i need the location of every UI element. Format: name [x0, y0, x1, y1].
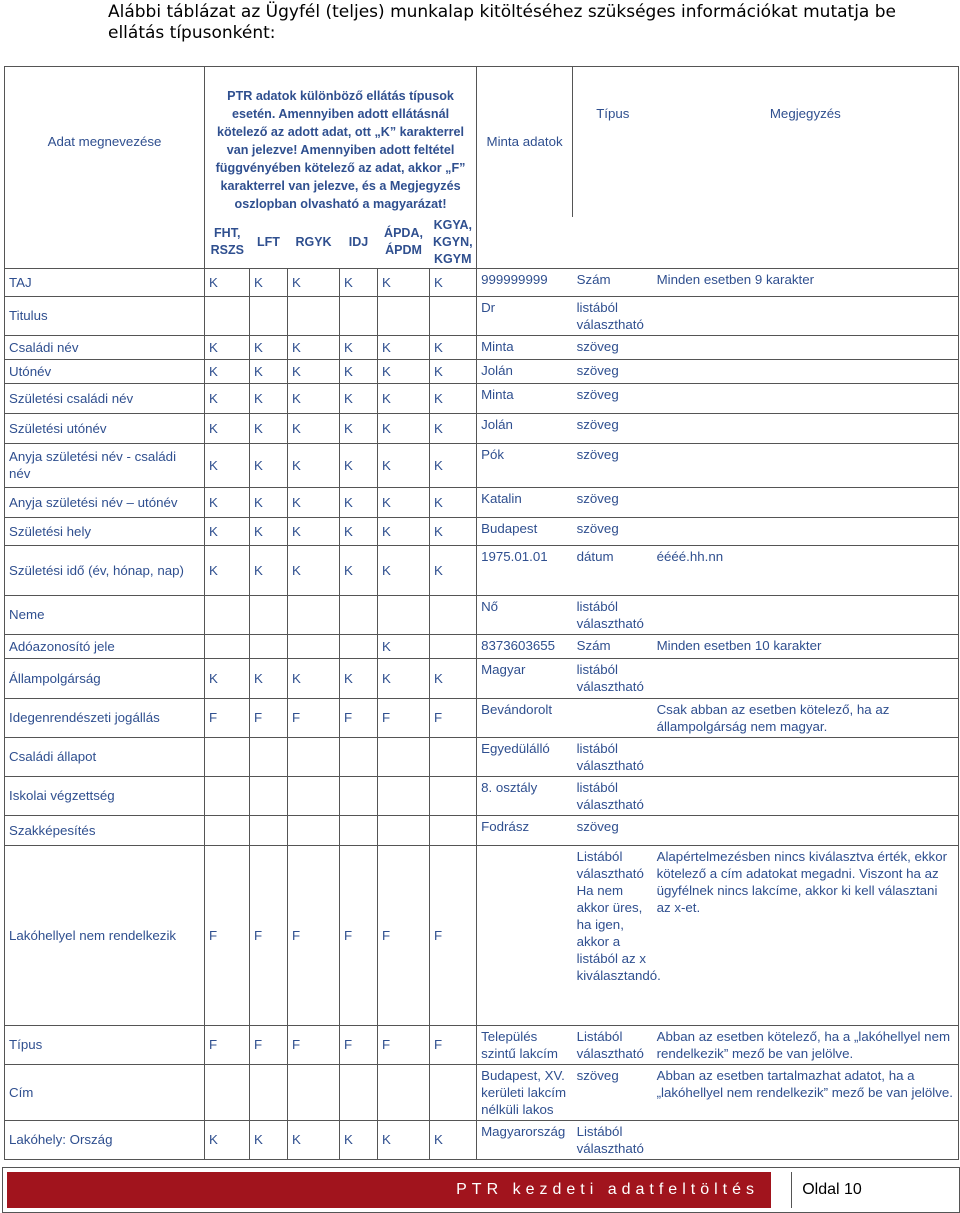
row-mark: K: [250, 443, 288, 487]
row-name: TAJ: [5, 268, 205, 296]
table-row: [5, 487, 959, 517]
header-name: [5, 67, 205, 217]
row-sample: Minta: [477, 335, 573, 359]
table-row: [5, 268, 959, 296]
row-note: [653, 413, 959, 443]
row-name: Családi állapot: [5, 737, 205, 776]
row-mark: K: [205, 443, 250, 487]
row-note: [653, 443, 959, 487]
row-type: listából választható: [573, 776, 653, 815]
row-mark: [205, 815, 250, 845]
table-row: [5, 296, 959, 335]
row-sample: 999999999: [477, 268, 573, 296]
row-mark: K: [340, 1120, 378, 1159]
row-mark: K: [250, 517, 288, 545]
row-mark: K: [205, 487, 250, 517]
row-mark: K: [430, 1120, 477, 1159]
row-sample: Dr: [477, 296, 573, 335]
row-mark: K: [205, 517, 250, 545]
table-row: [5, 1120, 959, 1159]
row-mark: F: [340, 698, 378, 737]
row-mark: K: [250, 1120, 288, 1159]
row-mark: [430, 815, 477, 845]
header-type: [573, 67, 653, 217]
row-name: Lakóhely: Ország: [5, 1120, 205, 1159]
header-note: [653, 67, 959, 217]
row-mark: [288, 1064, 340, 1120]
table-row: [5, 413, 959, 443]
row-type: listából választható: [573, 737, 653, 776]
row-type: szöveg: [573, 517, 653, 545]
row-mark: [288, 595, 340, 634]
row-mark: [430, 595, 477, 634]
row-type: Listából választható: [573, 1025, 653, 1064]
row-mark: F: [378, 698, 430, 737]
row-name: Születési családi név: [5, 383, 205, 413]
row-name: Családi név: [5, 335, 205, 359]
row-note: Minden esetben 10 karakter: [653, 634, 959, 658]
row-mark: K: [340, 268, 378, 296]
row-mark: [250, 634, 288, 658]
row-mark: K: [288, 517, 340, 545]
row-mark: F: [430, 1025, 477, 1064]
row-type: szöveg: [573, 359, 653, 383]
row-mark: [430, 776, 477, 815]
row-type: szöveg: [573, 443, 653, 487]
row-name: Anyja születési név – utónév: [5, 487, 205, 517]
row-mark: [250, 1064, 288, 1120]
row-name: Utónév: [5, 359, 205, 383]
row-note: [653, 658, 959, 698]
row-sample: Egyedülálló: [477, 737, 573, 776]
row-mark: F: [288, 845, 340, 1025]
row-name: Titulus: [5, 296, 205, 335]
row-note: [653, 296, 959, 335]
row-mark: F: [288, 1025, 340, 1064]
row-mark: K: [378, 443, 430, 487]
row-mark: K: [378, 383, 430, 413]
row-note: [653, 359, 959, 383]
row-note: [653, 1120, 959, 1159]
table-row: [5, 359, 959, 383]
table-row: [5, 815, 959, 845]
row-note: [653, 737, 959, 776]
row-mark: [430, 634, 477, 658]
header-type-label: Típus: [596, 106, 630, 121]
row-type: dátum: [573, 545, 653, 595]
row-mark: F: [430, 845, 477, 1025]
row-name: Cím: [5, 1064, 205, 1120]
row-type: listából választható: [573, 658, 653, 698]
row-mark: K: [340, 335, 378, 359]
row-note: [653, 595, 959, 634]
row-mark: K: [205, 335, 250, 359]
row-mark: K: [288, 658, 340, 698]
row-mark: [378, 737, 430, 776]
table-row: [5, 1064, 959, 1120]
row-mark: K: [430, 658, 477, 698]
row-mark: K: [288, 487, 340, 517]
subheader-cell: IDJ: [348, 234, 369, 249]
data-table-frame: [4, 66, 958, 1156]
subheader-cell: RGYK: [295, 234, 332, 249]
row-mark: [250, 595, 288, 634]
row-note: [653, 776, 959, 815]
row-mark: K: [378, 268, 430, 296]
header-sample: [477, 67, 573, 217]
row-sample: Minta: [477, 383, 573, 413]
row-sample: Pók: [477, 443, 573, 487]
row-mark: [378, 815, 430, 845]
row-mark: [340, 776, 378, 815]
row-sample: Magyarország: [477, 1120, 573, 1159]
row-mark: [430, 737, 477, 776]
table-row: [5, 335, 959, 359]
row-mark: K: [430, 383, 477, 413]
row-mark: [250, 815, 288, 845]
row-mark: K: [378, 658, 430, 698]
row-type: szöveg: [573, 335, 653, 359]
row-mark: K: [250, 545, 288, 595]
data-table: [4, 66, 959, 1160]
table-row: [5, 383, 959, 413]
row-name: Iskolai végzettség: [5, 776, 205, 815]
row-note: Abban az esetben tartalmazhat adatot, ha a „lakóhellyel nem rendelkezik” mező be van jelölve.: [653, 1064, 959, 1120]
row-mark: K: [378, 335, 430, 359]
row-mark: K: [340, 545, 378, 595]
subheader-cell: ÁPDA, ÁPDM: [384, 226, 423, 257]
row-mark: K: [378, 413, 430, 443]
row-mark: K: [250, 383, 288, 413]
row-name: Neme: [5, 595, 205, 634]
row-sample: 1975.01.01: [477, 545, 573, 595]
row-mark: [205, 296, 250, 335]
row-mark: K: [378, 634, 430, 658]
row-mark: [205, 776, 250, 815]
row-mark: [250, 296, 288, 335]
row-sample: 8373603655: [477, 634, 573, 658]
row-mark: [378, 296, 430, 335]
table-row: [5, 595, 959, 634]
row-mark: K: [430, 359, 477, 383]
row-mark: K: [205, 413, 250, 443]
row-mark: [288, 737, 340, 776]
row-mark: [378, 595, 430, 634]
row-mark: F: [250, 698, 288, 737]
row-mark: K: [430, 335, 477, 359]
row-mark: K: [288, 413, 340, 443]
table-row: [5, 698, 959, 737]
row-type: szöveg: [573, 413, 653, 443]
row-note: Abban az esetben kötelező, ha a „lakóhellyel nem rendelkezik” mező be van jelölve.: [653, 1025, 959, 1064]
row-mark: K: [340, 359, 378, 383]
row-type: [573, 698, 653, 737]
row-type: Listából választható: [573, 1120, 653, 1159]
row-note: Csak abban az esetben kötelező, ha az állampolgárság nem magyar.: [653, 698, 959, 737]
row-type: Szám: [573, 268, 653, 296]
row-sample: Nő: [477, 595, 573, 634]
row-mark: K: [340, 487, 378, 517]
row-mark: K: [340, 517, 378, 545]
row-sample: Katalin: [477, 487, 573, 517]
row-name: Típus: [5, 1025, 205, 1064]
row-mark: [205, 737, 250, 776]
row-mark: K: [430, 413, 477, 443]
row-mark: F: [288, 698, 340, 737]
row-mark: [430, 1064, 477, 1120]
row-mark: F: [378, 1025, 430, 1064]
row-mark: [340, 815, 378, 845]
row-mark: K: [205, 1120, 250, 1159]
row-mark: K: [430, 487, 477, 517]
row-mark: K: [288, 335, 340, 359]
row-mark: [205, 634, 250, 658]
row-mark: [205, 1064, 250, 1120]
row-mark: [205, 595, 250, 634]
row-mark: [340, 595, 378, 634]
subheader-cell: KGYA, KGYN, KGYM: [430, 217, 477, 269]
row-mark: K: [288, 383, 340, 413]
row-mark: K: [205, 658, 250, 698]
row-note: [653, 335, 959, 359]
row-note: Minden esetben 9 karakter: [653, 268, 959, 296]
row-mark: K: [250, 413, 288, 443]
footer-title: PTR kezdeti adatfeltöltés: [7, 1172, 771, 1208]
row-note: [653, 383, 959, 413]
table-row: [5, 658, 959, 698]
row-note: [653, 815, 959, 845]
row-note: [653, 517, 959, 545]
row-note: Alapértelmezésben nincs kiválasztva érték, ekkor kötelező a cím adatokat megadni. Viszont ha az ügyfélnek nincs lakcíme, akkor ki kell választani az x-et.: [653, 845, 959, 1025]
row-note: [653, 487, 959, 517]
table-row: [5, 776, 959, 815]
row-mark: K: [430, 517, 477, 545]
row-mark: [340, 296, 378, 335]
row-mark: K: [250, 268, 288, 296]
row-type: szöveg: [573, 1064, 653, 1120]
row-type: szöveg: [573, 487, 653, 517]
row-mark: K: [430, 268, 477, 296]
table-row: [5, 545, 959, 595]
row-type: Listából választható Ha nem akkor üres, ha igen, akkor a listából az x kiválasztandó.: [573, 845, 653, 1025]
row-mark: [288, 815, 340, 845]
row-sample: Budapest, XV. kerületi lakcím nélküli lakos: [477, 1064, 573, 1120]
subheader-cell: FHT, RSZS: [210, 226, 244, 257]
row-mark: K: [205, 383, 250, 413]
row-name: Idegenrendészeti jogállás: [5, 698, 205, 737]
row-name: Lakóhellyel nem rendelkezik: [5, 845, 205, 1025]
row-mark: F: [378, 845, 430, 1025]
row-mark: K: [288, 359, 340, 383]
row-sample: Jolán: [477, 359, 573, 383]
row-mark: [378, 1064, 430, 1120]
table-row: [5, 443, 959, 487]
row-mark: F: [340, 1025, 378, 1064]
row-mark: K: [288, 268, 340, 296]
row-mark: K: [250, 658, 288, 698]
row-mark: K: [250, 359, 288, 383]
header-note-label: Megjegyzés: [769, 106, 841, 121]
row-mark: [430, 296, 477, 335]
row-mark: K: [340, 413, 378, 443]
page-number: Oldal 10: [791, 1172, 872, 1208]
row-mark: K: [340, 658, 378, 698]
row-mark: K: [378, 359, 430, 383]
row-mark: F: [205, 698, 250, 737]
page-footer: [2, 1167, 960, 1213]
row-mark: K: [430, 443, 477, 487]
intro-text: Alábbi táblázat az Ügyfél (teljes) munkalap kitöltéséhez szükséges információkat mutatja be ellátás típusonként:: [108, 2, 896, 43]
table-row: [5, 737, 959, 776]
row-mark: K: [378, 487, 430, 517]
row-sample: Magyar: [477, 658, 573, 698]
row-sample: 8. osztály: [477, 776, 573, 815]
row-mark: K: [378, 545, 430, 595]
row-mark: [250, 776, 288, 815]
row-name: Anyja születési név - családi név: [5, 443, 205, 487]
row-mark: K: [205, 545, 250, 595]
row-name: Születési idő (év, hónap, nap): [5, 545, 205, 595]
row-mark: F: [340, 845, 378, 1025]
row-sample: Jolán: [477, 413, 573, 443]
row-mark: K: [378, 1120, 430, 1159]
table-row: [5, 1025, 959, 1064]
subheader-cell: LFT: [257, 234, 280, 249]
row-sample: Fodrász: [477, 815, 573, 845]
row-type: szöveg: [573, 815, 653, 845]
row-mark: [250, 737, 288, 776]
row-type: listából választható: [573, 296, 653, 335]
table-row: [5, 845, 959, 1025]
row-sample: [477, 845, 573, 1025]
row-mark: K: [250, 487, 288, 517]
row-type: szöveg: [573, 383, 653, 413]
row-mark: [288, 776, 340, 815]
table-row: [5, 517, 959, 545]
row-mark: F: [430, 698, 477, 737]
header-sample-label: Minta adatok: [486, 134, 563, 150]
row-sample: Budapest: [477, 517, 573, 545]
row-name: Születési utónév: [5, 413, 205, 443]
row-type: listából választható: [573, 595, 653, 634]
row-mark: K: [205, 268, 250, 296]
row-mark: F: [250, 845, 288, 1025]
row-sample: Bevándorolt: [477, 698, 573, 737]
row-mark: [378, 776, 430, 815]
table-row: [5, 634, 959, 658]
row-mark: F: [205, 845, 250, 1025]
row-mark: [288, 634, 340, 658]
row-mark: K: [288, 443, 340, 487]
row-mark: K: [340, 443, 378, 487]
row-name: Születési hely: [5, 517, 205, 545]
row-name: Adóazonosító jele: [5, 634, 205, 658]
row-mark: K: [205, 359, 250, 383]
row-name: Állampolgárság: [5, 658, 205, 698]
row-mark: K: [288, 545, 340, 595]
header-name-label: Adat megnevezése: [47, 134, 162, 150]
row-mark: [340, 1064, 378, 1120]
row-mark: [288, 296, 340, 335]
row-type: Szám: [573, 634, 653, 658]
row-note: éééé.hh.nn: [653, 545, 959, 595]
row-mark: K: [250, 335, 288, 359]
row-sample: Település szintű lakcím: [477, 1025, 573, 1064]
row-mark: [340, 737, 378, 776]
row-mark: F: [250, 1025, 288, 1064]
row-mark: F: [205, 1025, 250, 1064]
row-mark: K: [288, 1120, 340, 1159]
header-ptr: PTR adatok különböző ellátás típusok esetén. Amennyiben adott ellátásnál kötelező az adott adat, ott „K” karakterrel van jelezve! Amennyiben adott feltétel függvényében kötelező az adat, akkor „F” karakterrel van jelezve, és a Megjegyzés oszlopban olvasható a magyarázat!: [205, 67, 477, 217]
row-mark: K: [430, 545, 477, 595]
row-name: Szakképesítés: [5, 815, 205, 845]
row-mark: K: [340, 383, 378, 413]
row-mark: K: [378, 517, 430, 545]
row-mark: [340, 634, 378, 658]
